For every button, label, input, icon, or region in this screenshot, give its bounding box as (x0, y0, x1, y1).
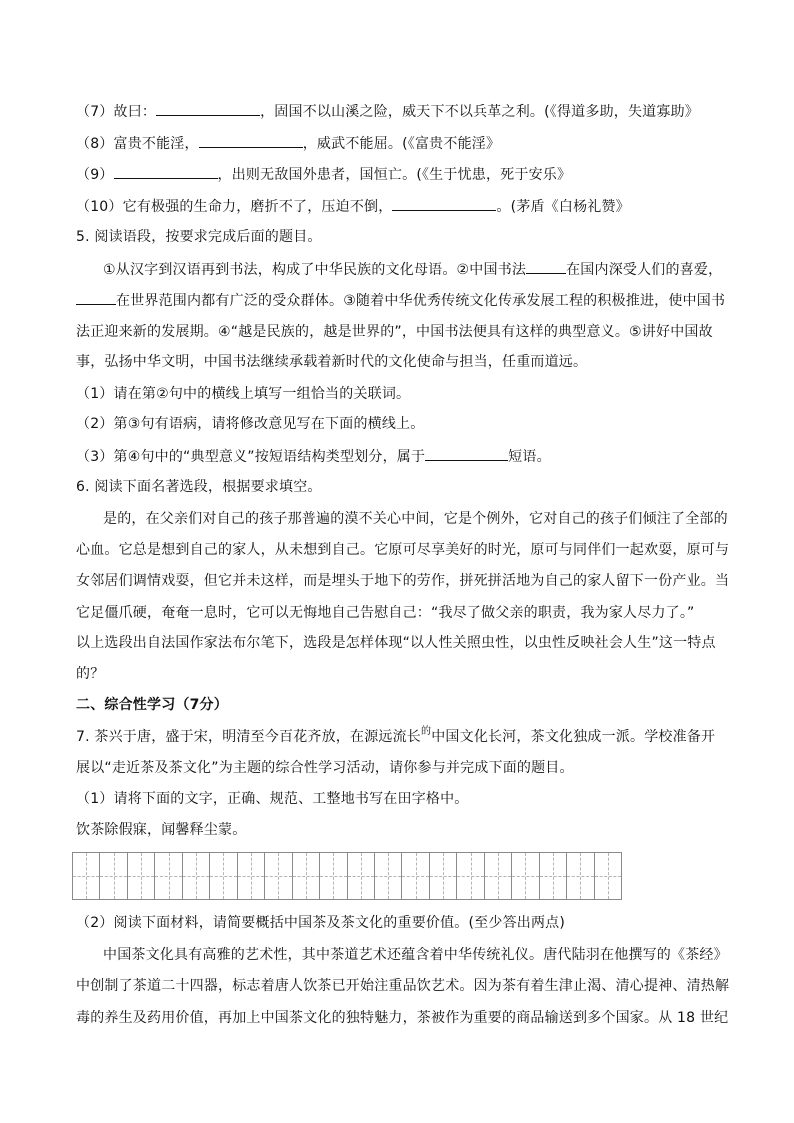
tianzi-cell[interactable] (155, 853, 182, 899)
question-6-title: 6. 阅读下面名著选段，根据要求填空。 (76, 479, 322, 495)
q5-sub-3-blank[interactable] (425, 446, 508, 461)
item-8 (76, 133, 500, 154)
tianzi-cell[interactable] (430, 853, 457, 899)
q7-line-2: 展以“走近茶及茶文化”为主题的综合性学习活动，请你参与并完成下面的题目。 (76, 760, 574, 776)
item-9 (76, 164, 571, 185)
tianzi-cell[interactable] (457, 853, 484, 899)
tianzi-cell[interactable] (265, 853, 292, 899)
item-7-suffix: ，固国不以山溪之险，威天下不以兵革之利。(《得道多助，失道寡助》 (260, 104, 699, 120)
tianzi-cell[interactable] (402, 853, 429, 899)
q6-question-line-2: 的？ (76, 666, 105, 682)
item-9-prefix: （9） (76, 167, 114, 183)
q5-blank-1[interactable] (526, 259, 566, 274)
q7-line-1 (76, 727, 715, 749)
tianzi-cell[interactable] (183, 853, 210, 899)
tianzi-cell[interactable] (128, 853, 155, 899)
item-8-suffix: ，威武不能屈。(《富贵不能淫》 (302, 136, 501, 152)
tianzi-cell[interactable] (293, 853, 320, 899)
question-5-title: 5. 阅读语段，按要求完成后面的题目。 (76, 229, 322, 245)
q5-sub-3 (76, 446, 551, 467)
tianzi-cell[interactable] (348, 853, 375, 899)
section-2-heading: 二、综合性学习（7分） (76, 697, 228, 713)
item-10-blank[interactable] (392, 196, 496, 211)
q7-material-line-2: 中创制了茶道二十四器，标志着唐人饮茶已开始注重品饮艺术。因为茶有着生津止渴、清心提神、清热解 (76, 978, 730, 994)
tianzi-cell[interactable] (595, 853, 621, 899)
q5-sub-3-suffix: 短语。 (508, 449, 551, 465)
q7-material-line-1: 中国茶文化具有高雅的艺术性，其中茶道艺术还蕴含着中华传统礼仪。唐代陆羽在他撰写的《茶经》 (103, 947, 728, 963)
q7-material-line-3: 毒的养生及药用价值，再加上中国茶文化的独特魅力，茶被作为重要的商品输送到多个国家。从 18 世纪 (76, 1010, 729, 1026)
q6-question-line-1: 以上选段出自法国作家法布尔笔下，选段是怎样体现“以人性关照虫性，以虫性反映社会人生”这一特点 (76, 635, 716, 651)
item-10-suffix: 。(茅盾《白杨礼赞》 (496, 199, 630, 215)
item-8-blank[interactable] (199, 133, 303, 148)
q7-text: 中国文化长河，茶文化独成一派。学校准备开 (431, 729, 716, 745)
q7-sub-2: （2）阅读下面材料，请简要概括中国茶及茶文化的重要价值。(至少答出两点) (76, 915, 566, 931)
tianzi-cell[interactable] (238, 853, 265, 899)
q5-para-text: ①从汉字到汉语再到书法，构成了中华民族的文化母语。②中国书法 (103, 262, 527, 278)
q5-para-text: 在国内深受人们的喜爱， (566, 262, 723, 278)
q6-passage-line-4: 它足僵爪硬，奄奄一息时，它可以无悔地自己告慰自己：“我尽了做父亲的职责，我为家人尽力了。” (76, 605, 695, 621)
item-9-suffix: ，出则无敌国外患者，国恒亡。(《生于忧患，死于安乐》 (217, 167, 572, 183)
q6-passage-line-3: 女邻居们调情戏耍，但它并未这样，而是埋头于地下的劳作，拼死拼活地为自己的家人留下一份产业。当 (76, 573, 730, 589)
q5-para-text: 在世界范围内都有广泛的受众群体。③随着中华优秀传统文化传承发展工程的积极推进，使中国书 (116, 293, 726, 309)
tianzi-cell[interactable] (210, 853, 237, 899)
item-10 (76, 196, 630, 217)
tianzi-cell[interactable] (320, 853, 347, 899)
q5-blank-2[interactable] (76, 290, 116, 305)
tianzi-cell[interactable] (73, 853, 100, 899)
q7-superscript: 的 (421, 726, 432, 737)
q7-text: 7. 茶兴于唐，盛于宋，明清至今百花齐放，在源远流长 (76, 729, 422, 745)
q5-para-line-2 (76, 290, 725, 311)
item-7-prefix: （7）故曰： (76, 104, 157, 120)
q7-sub-1: （1）请将下面的文字，正确、规范、工整地书写在田字格中。 (76, 791, 469, 807)
q6-passage-line-1: 是的，在父亲们对自己的孩子那普遍的漠不关心中间，它是个例外，它对自己的孩子们倾注了全部的 (103, 511, 728, 527)
item-9-blank[interactable] (114, 164, 218, 179)
q5-sub-2: （2）第③句有语病，请将修改意见写在下面的横线上。 (76, 416, 425, 432)
item-7-blank[interactable] (156, 101, 260, 116)
q6-passage-line-2: 心血。它总是想到自己的家人，从未想到自己。它原可尽享美好的时光，原可与同伴们一起欢耍，原可与 (76, 542, 730, 558)
tianzi-cell[interactable] (540, 853, 567, 899)
tianzi-cell[interactable] (100, 853, 127, 899)
item-8-prefix: （8）富贵不能淫， (76, 136, 199, 152)
tianzi-grid[interactable] (72, 852, 622, 900)
q5-para-line-1 (103, 259, 722, 280)
tianzi-cell[interactable] (485, 853, 512, 899)
q5-para-line-3: 法正迎来新的发展期。④“越是民族的，越是世界的”，中国书法便具有这样的典型意义。⑤讲好中国故 (76, 324, 713, 340)
q7-copy-text: 饮茶除假寐，闻馨释尘蒙。 (76, 822, 247, 838)
item-10-prefix: （10）它有极强的生命力，磨折不了，压迫不倒， (76, 199, 393, 215)
q5-sub-1: （1）请在第②句中的横线上填写一组恰当的关联词。 (76, 386, 411, 402)
tianzi-cell[interactable] (512, 853, 539, 899)
tianzi-cell[interactable] (375, 853, 402, 899)
tianzi-cell[interactable] (567, 853, 594, 899)
item-7 (76, 101, 699, 122)
q5-sub-3-prefix: （3）第④句中的“典型意义”按短语结构类型划分，属于 (76, 449, 426, 465)
q5-para-line-4: 事，弘扬中华文明，中国书法继续承载着新时代的文化使命与担当，任重而道远。 (76, 354, 588, 370)
